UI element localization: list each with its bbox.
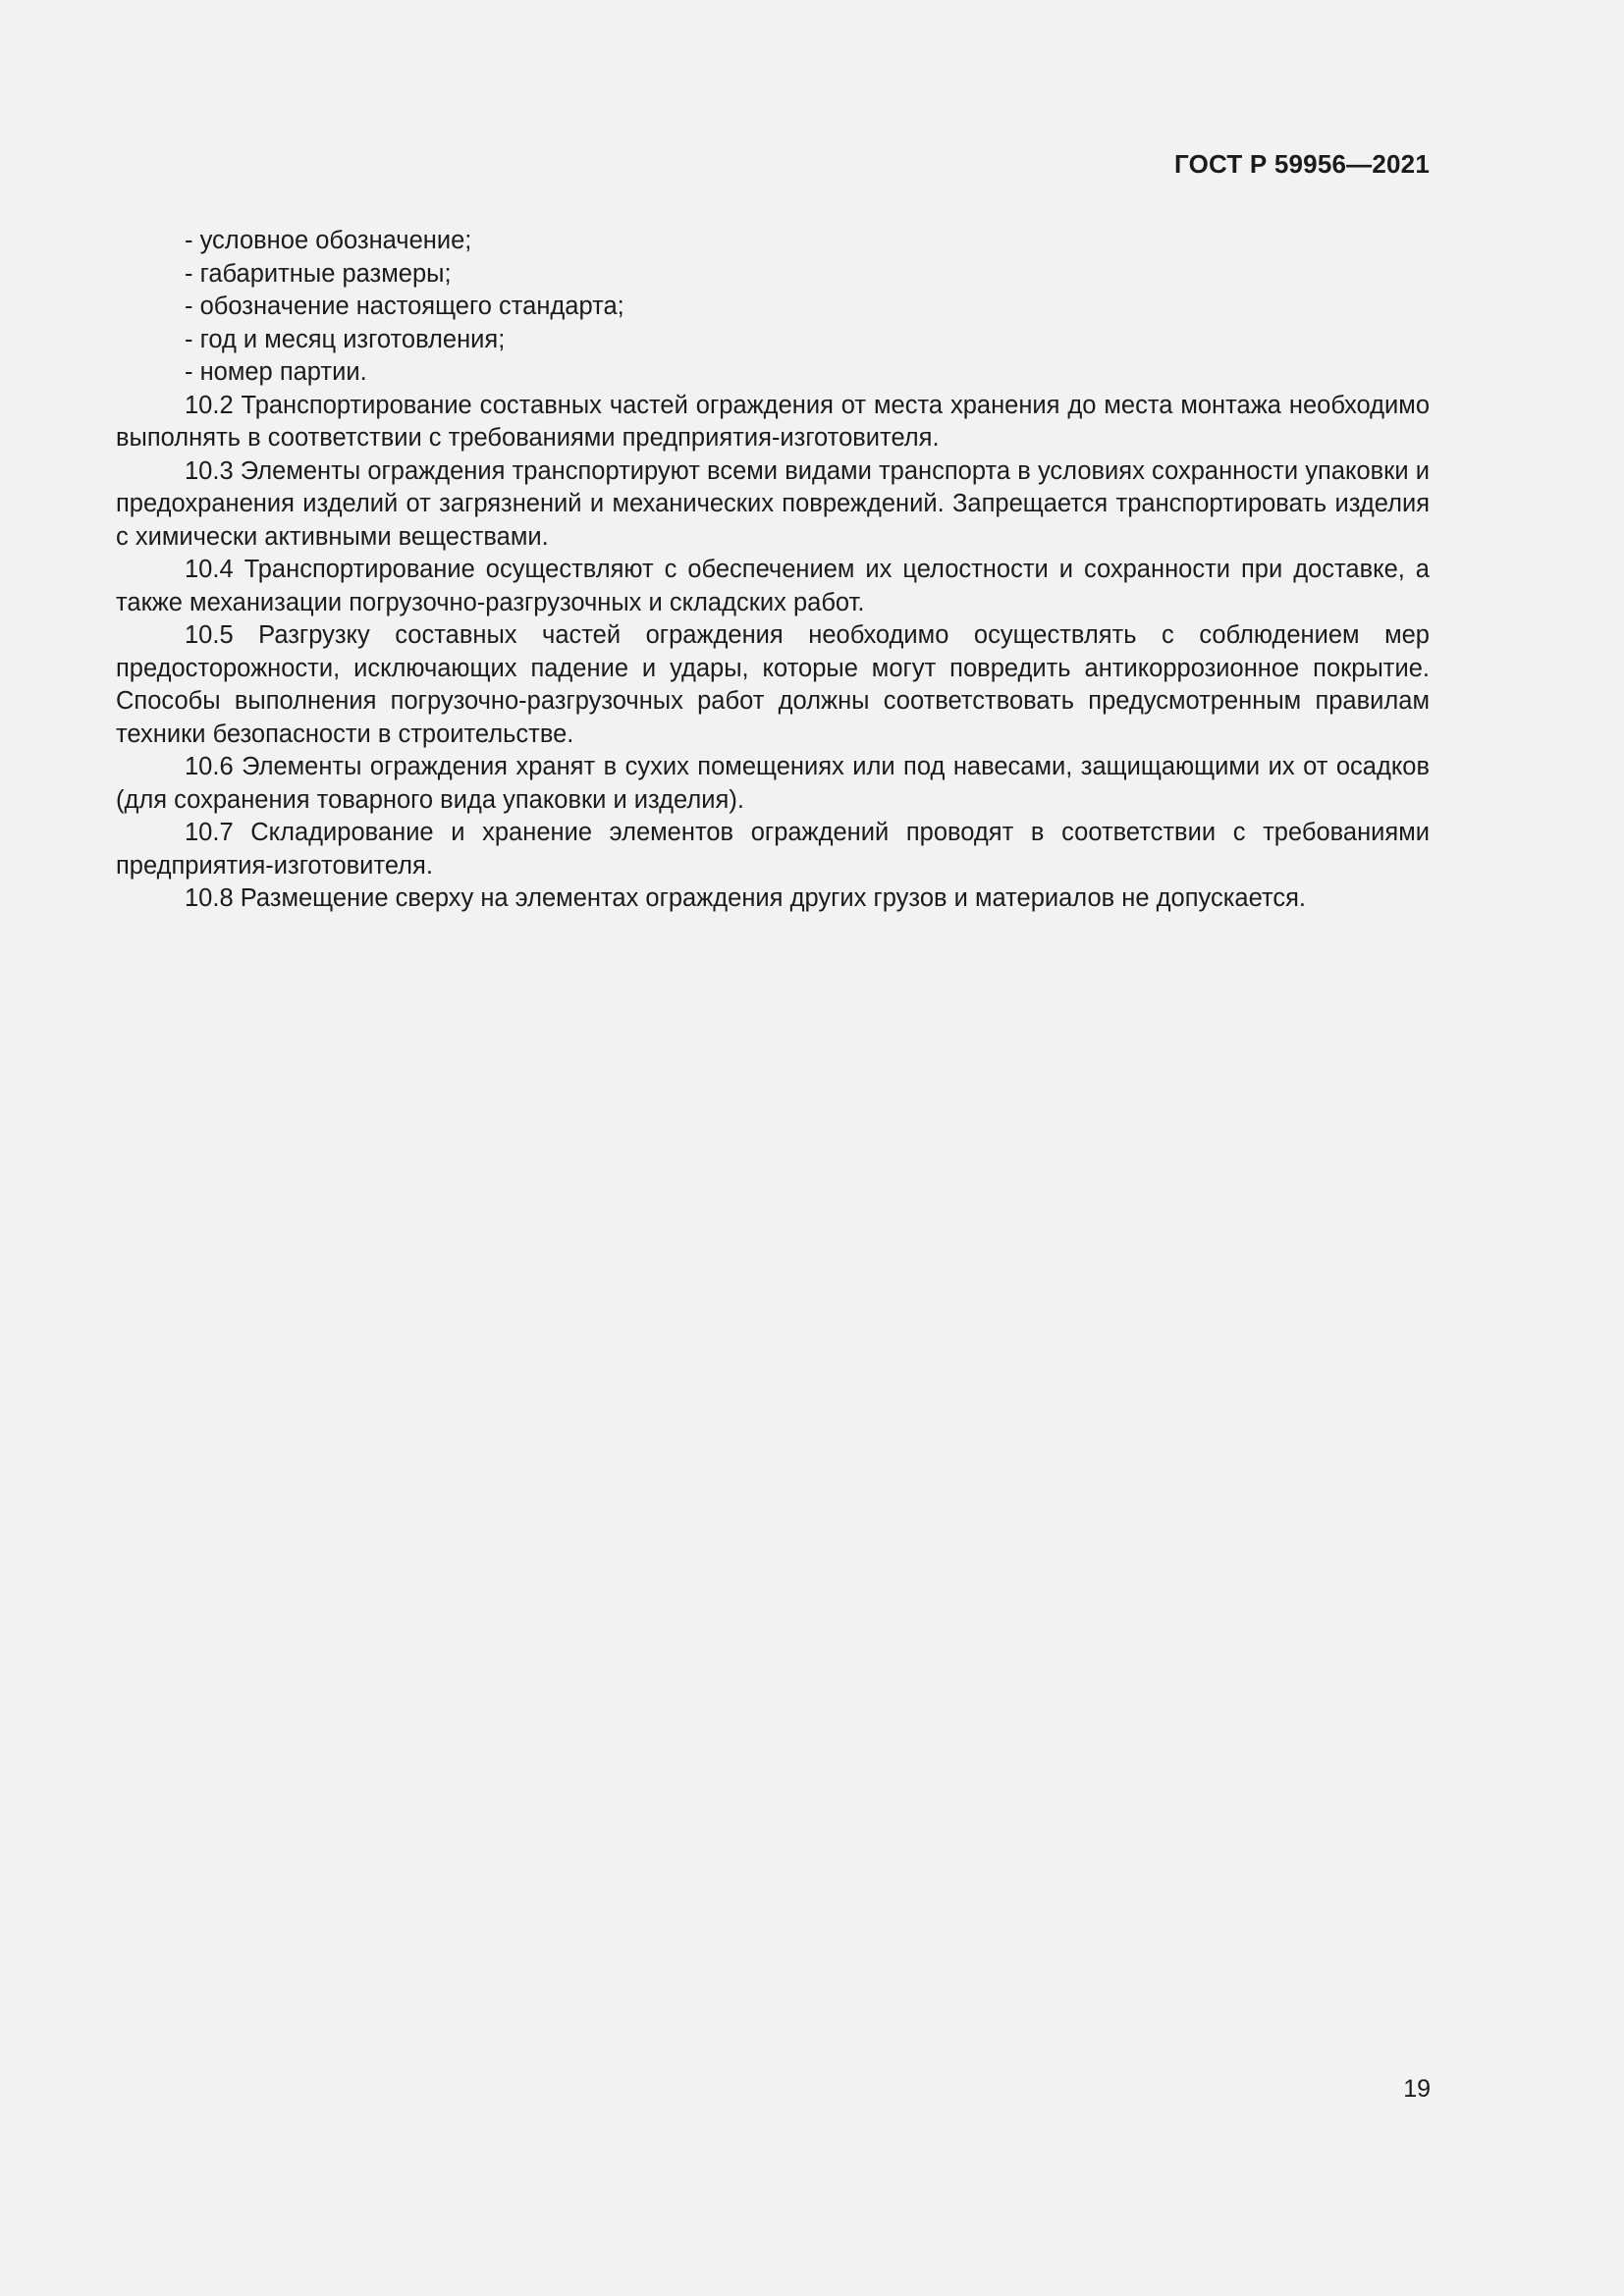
paragraph-10-3: 10.3 Элементы ограждения транспортируют всеми видами транспорта в условиях сохранности упаковки и предохранения изделий от загрязнений и механических повреждений. Запрещается транспортировать изделия с химически активными веществами. <box>116 456 1430 551</box>
list-item: - год и месяц изготовления; <box>185 325 506 353</box>
paragraph-10-7: 10.7 Складирование и хранение элементов ограждений проводят в соответствии с требованиями предприятия-изготовителя. <box>116 819 1430 880</box>
paragraph-10-6: 10.6 Элементы ограждения хранят в сухих помещениях или под навесами, защищающими их от осадков (для сохранения товарного вида упаковки и изделия). <box>116 753 1430 814</box>
paragraph-10-5: 10.5 Разгрузку составных частей ограждения необходимо осуществлять с соблюдением мер предосторожности, исключающих падение и удары, которые могут повредить антикоррозионное покрытие. Способы выполнения погрузочно-разгрузочных работ должны соответствовать предусмотренным правилам техники безопасности в строительстве. <box>116 621 1430 748</box>
list-item: - условное обозначение; <box>185 227 472 254</box>
paragraph-10-4: 10.4 Транспортирование осуществляют с обеспечением их целостности и сохранности при доставке, а также механизации погрузочно-разгрузочных и складских работ. <box>116 556 1430 616</box>
page-number: 19 <box>1403 2075 1431 2103</box>
list-item: - номер партии. <box>185 358 367 386</box>
list-item: - обозначение настоящего стандарта; <box>185 293 624 320</box>
standard-code-header: ГОСТ Р 59956—2021 <box>1174 149 1430 179</box>
document-body <box>116 225 1430 916</box>
list-item: - габаритные размеры; <box>185 259 452 288</box>
paragraph-10-2: 10.2 Транспортирование составных частей ограждения от места хранения до места монтажа необходимо выполнять в соответствии с требованиями предприятия-изготовителя. <box>116 391 1430 452</box>
paragraph-10-8: 10.8 Размещение сверху на элементах ограждения других грузов и материалов не допускается. <box>185 884 1306 912</box>
